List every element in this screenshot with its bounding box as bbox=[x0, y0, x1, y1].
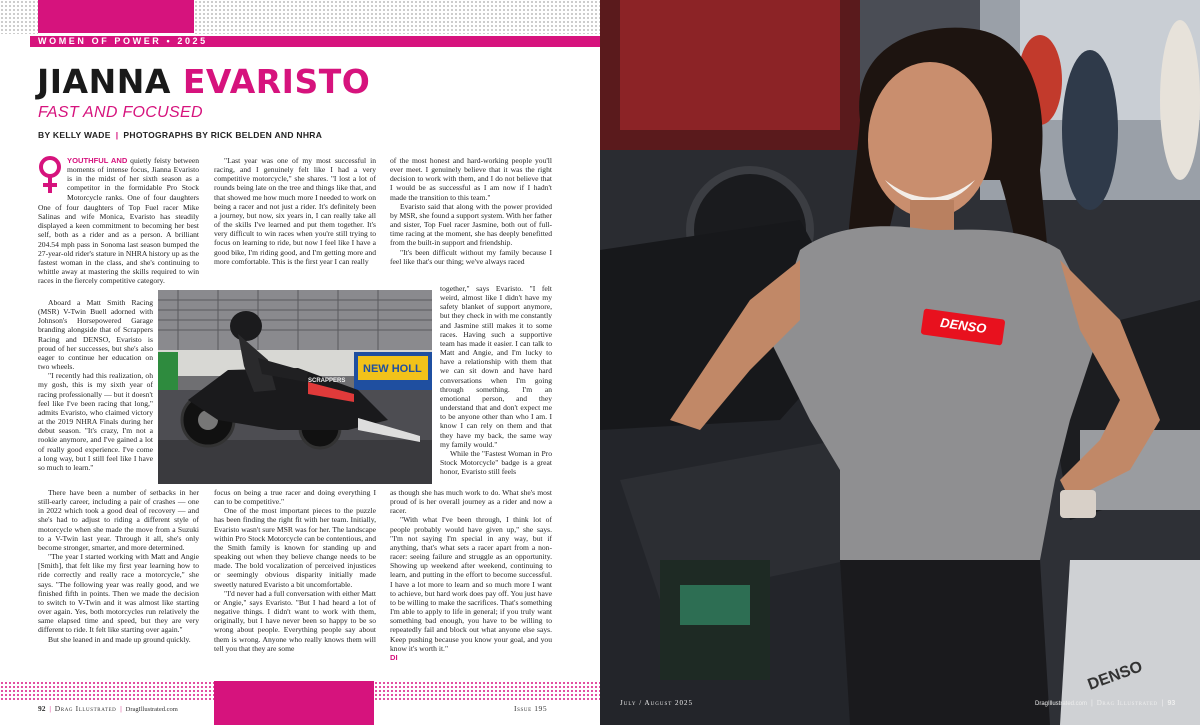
col1-para3: "I recently had this realization, oh my gosh, this is my sixth year of racing professionally — but it doesn't feel like I've been racing that long," admits Evaristo, who claimed victory at the 2019 NHRA Finals during her debut season. "It's crazy, I'm not a rookie anymore, and I've gained a lot of really good experience. I've come a long way, but I still feel like I have so much to learn." bbox=[38, 371, 153, 472]
footer-separator: | bbox=[1161, 700, 1164, 707]
col2-para-b1: focus on being a true racer and doing everything I can to be competitive." bbox=[214, 488, 376, 507]
footer-left bbox=[38, 704, 178, 713]
col2-para-b2: One of the most important pieces to the puzzle has been finding the right fit with her team. Initially, Evaristo wasn't sure MSR was for her. The landscape within Pro Stock Motorcycle can be contentious, and the Smith family is known for standing up and speaking out when they believe change needs to be made. The bold vocalization of perceived injustices or seemingly obvious disparity initially made sweetly natured Evaristo a bit uncomfortable. bbox=[214, 506, 376, 589]
dot-pattern-top-left bbox=[0, 0, 38, 34]
col3-para1: of the most honest and hard-working people you'll ever meet. I genuinely believe that it was the right decision to work with them, and I do not believe that I would be as successful as I am now if I hadn't made the transition to this team." bbox=[390, 156, 552, 202]
motorcycle-photo-image bbox=[158, 290, 432, 484]
end-mark: DI bbox=[390, 652, 398, 662]
article-title bbox=[37, 64, 370, 100]
column-2-bottom bbox=[214, 488, 376, 670]
column-1-continued bbox=[38, 203, 199, 291]
col1-para6: But she leaned in and made up ground quickly. bbox=[48, 634, 191, 644]
col3-para-d2: "With what I've been through, I think lot of people probably would have given up," she says. "I'm not saying I'm special in any way, but if anything, that's what sets a racer apart from a non-racer: seeing failure and struggle as an opportunity. Showing up weekend after weekend, continuing to learn, and putting in the effort to become successful. I have a lot more to learn and so much more I want to achieve, but hard work does pay off. You just have to be willing to make the sacrifices. That's something I'm able to apply to life in general; if you truly want something bad enough, you have to be willing to repeatedly fail and block out what anyone else says. Keep pushing because you know your goal, and you know it's worth it." bbox=[390, 515, 552, 653]
footer-publication: Drag Illustrated bbox=[54, 704, 117, 713]
article-subtitle: FAST AND FOCUSED bbox=[38, 104, 203, 121]
motorcycle-photo bbox=[158, 290, 432, 484]
col1-para2: Aboard a Matt Smith Racing (MSR) V-Twin Buell adorned with Johnson's Horsepowered Garage branding alongside that of Scrappers Racing and DENSO, Evaristo is proud of her successes, but she's also eager to continue her education on two wheels. bbox=[38, 298, 153, 372]
scrappers-decal: SCRAPPERS bbox=[308, 378, 346, 384]
footer-date: July / August 2025 bbox=[620, 699, 694, 707]
footer-issue: Issue 195 bbox=[514, 704, 548, 713]
col3-para3: "It's been difficult without my family because I feel like that's our thing; we've always raced bbox=[390, 247, 552, 266]
col3-para-d1: as though she has much work to do. What she's most proud of is her overall journey as a rider and now a racer. bbox=[390, 488, 552, 516]
column-2-top bbox=[214, 156, 376, 284]
title-first-name: JIANNA bbox=[37, 62, 183, 101]
footer-separator: | bbox=[1090, 700, 1093, 707]
new-holland-sign: NEW HOLL bbox=[363, 363, 422, 375]
pink-block-bottom bbox=[214, 681, 374, 725]
page-number-left: 92 bbox=[38, 704, 46, 713]
title-last-name: EVARISTO bbox=[182, 62, 371, 101]
column-3-bottom bbox=[390, 488, 552, 670]
col2-para1: "Last year was one of my most successful in racing, and I genuinely felt like I had a very competitive motorcycle," she shares. "I lost a lot of rounds being late on the tree and things like that, and that showed me how much more I needed to work on being a racer and not just a rider. It's definitely been a journey, but now, six years in, I can really take all of the skills I've learned and put them together. It's very difficult to win races when you're still trying to focus on learning to ride, but now I feel like I have a good bike, I'm riding good, and I'm getting more and more comfortable. This is the first year I can really bbox=[214, 156, 376, 266]
byline bbox=[38, 130, 322, 140]
col3-para-c2: While the "Fastest Woman in Pro Stock Motorcycle" badge is a great honor, Evaristo still feels bbox=[440, 448, 552, 476]
lead-in: YOUTHFUL AND bbox=[67, 156, 128, 165]
column-1-beside-photo bbox=[38, 298, 153, 484]
byline-separator: | bbox=[115, 130, 119, 140]
col3-para-c1: together," says Evaristo. "I felt weird, almost like I didn't have my safety blanket of support anymore, but they check in with me constantly and Jasmine still makes it to some races. Having such a supportive team has made it easier. I can talk to Matt and Angie, and I'm lucky to have a relationship with them that we can sit down and have hard conversations when I'm going through something. I'm an emotional person, and they understand that and don't expect me to be anyone other than who I am. I know I can rely on them and that they have my back, the same way my family would." bbox=[440, 284, 552, 449]
section-label: WOMEN OF POWER • 2025 bbox=[38, 36, 208, 46]
footer-right bbox=[1035, 699, 1175, 707]
dot-pattern-top-right bbox=[194, 0, 600, 34]
page-number-right: 93 bbox=[1167, 700, 1176, 707]
dot-pattern-bottom-right bbox=[374, 681, 600, 701]
right-page-photo bbox=[600, 0, 1200, 725]
footer-separator: | bbox=[120, 704, 122, 713]
column-3-beside-photo bbox=[440, 284, 552, 476]
col1-para5: "The year I started working with Matt and Angie [Smith], that felt like my first year learning how to ride correctly and really race a motorcycle," she says. "The following year was really good, and we finished fifth in points. Then we made the decision to switch to V-Twin and it was almost like starting over again. Yes, both motorcycles run relatively the same elapsed time and speed, but they are very different to ride. It felt like starting over again." bbox=[38, 552, 199, 635]
col2-para-b3: "I'd never had a full conversation with either Matt or Angie," says Evaristo. "But I had heard a lot of negative things. I didn't want to work with them, originally, but I have never been so happy to be so wrong about people. Everything people say about them is wrong. Anyone who really knows them will tell you that they are some bbox=[214, 588, 376, 653]
venus-icon bbox=[37, 155, 63, 195]
denso-shirt-logo: DENSO bbox=[939, 314, 988, 337]
col1-para1: quietly feisty between moments of intense focus, Jianna Evaristo is in the midst of her sixth season as a competitor in the formidable Pro Stock Motorcycle ranks. One of four daughters bbox=[67, 156, 199, 202]
column-3-top bbox=[390, 156, 552, 284]
footer-separator: | bbox=[49, 704, 51, 713]
byline-photographers: PHOTOGRAPHS BY RICK BELDEN AND NHRA bbox=[123, 130, 323, 140]
pink-block-top bbox=[38, 0, 194, 33]
col1-para4: There have been a number of setbacks in her still-early career, including a pair of crashes — one in 2022 which took a good deal of recovery — and she's had to adjust to riding a different style of motorcycle when she made the move from a Suzuki to a V-Twin last year. Through it all, she's only become stronger, smarter, and more determined. bbox=[38, 488, 199, 552]
byline-author: BY KELLY WADE bbox=[38, 130, 111, 140]
col1-para1-cont: One of four daughters of Top Fuel racer Mike Salinas and wife Monica, Evaristo has steadily displayed a keen commitment to becoming her best self, both as a rider and as a person. A brilliant 204.54 mph pass in Sonoma last season bumped the 27-year-old rider's stature in NHRA history up as the fastest woman in the class, and she's continuing to whittle away at mastering the skills required to win races in the fiercely competitive category. bbox=[38, 203, 199, 286]
footer-right-site: DragIllustrated.com bbox=[1035, 701, 1088, 707]
col3-para2: Evaristo said that along with the power provided by MSR, she found a support system. With her father and sister, Top Fuel racer Jasmine, both out of full-time racing at the moment, she has deeply benefitted from the built-in support and friendship. bbox=[390, 201, 552, 248]
dot-pattern-bottom-left bbox=[0, 681, 214, 701]
column-1-bottom bbox=[38, 488, 199, 670]
column-1-intro bbox=[67, 156, 199, 203]
svg-text:DENSO: DENSO bbox=[1085, 658, 1145, 694]
portrait-photo bbox=[600, 0, 1200, 725]
footer-site: DragIllustrated.com bbox=[125, 706, 178, 713]
footer-right-publication: Drag Illustrated bbox=[1096, 699, 1158, 707]
